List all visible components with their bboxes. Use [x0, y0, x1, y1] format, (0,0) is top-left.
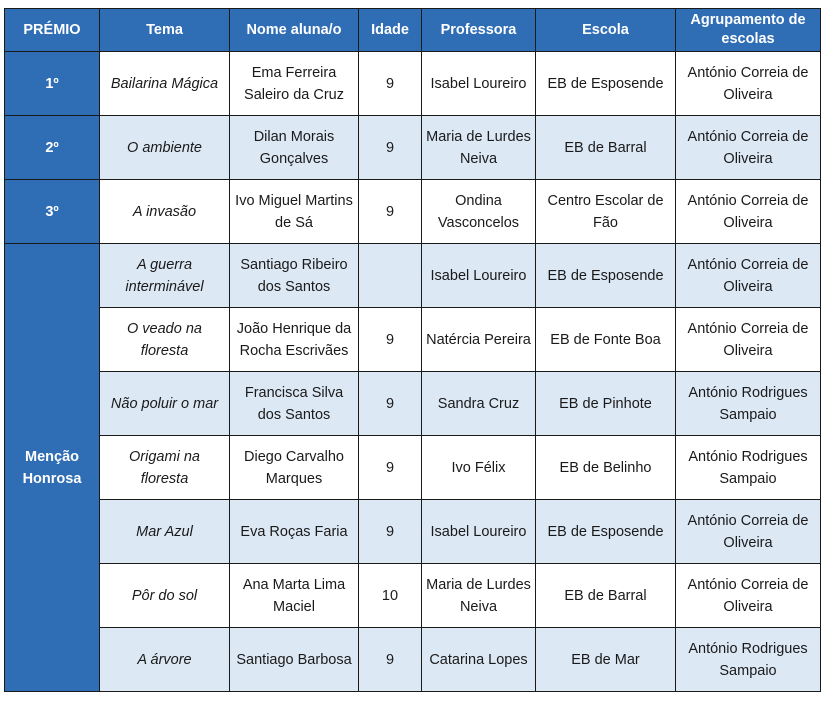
- agrupamento-cell: António Correia de Oliveira: [676, 308, 821, 372]
- professora-cell: Ondina Vasconcelos: [422, 180, 536, 244]
- header-tema: Tema: [100, 9, 230, 52]
- agrupamento-cell: António Correia de Oliveira: [676, 52, 821, 116]
- nome-cell: Diego Carvalho Marques: [230, 436, 359, 500]
- idade-cell: 9: [359, 500, 422, 564]
- agrupamento-cell: António Correia de Oliveira: [676, 244, 821, 308]
- escola-cell: EB de Esposende: [536, 500, 676, 564]
- agrupamento-cell: António Rodrigues Sampaio: [676, 436, 821, 500]
- nome-cell: Santiago Barbosa: [230, 628, 359, 692]
- escola-cell: EB de Mar: [536, 628, 676, 692]
- agrupamento-cell: António Correia de Oliveira: [676, 180, 821, 244]
- header-agrupamento: Agrupamento de escolas: [676, 9, 821, 52]
- professora-cell: Isabel Loureiro: [422, 500, 536, 564]
- nome-cell: Francisca Silva dos Santos: [230, 372, 359, 436]
- table-row: [5, 500, 821, 564]
- table-row: [5, 244, 821, 308]
- nome-cell: Dilan Morais Gonçalves: [230, 116, 359, 180]
- professora-cell: Natércia Pereira: [422, 308, 536, 372]
- escola-cell: EB de Esposende: [536, 52, 676, 116]
- header-nome: Nome aluna/o: [230, 9, 359, 52]
- nome-cell: Ana Marta Lima Maciel: [230, 564, 359, 628]
- escola-cell: EB de Esposende: [536, 244, 676, 308]
- premio-cell: 1º: [5, 52, 100, 116]
- table-row: [5, 628, 821, 692]
- header-row: [5, 9, 821, 52]
- idade-cell: 9: [359, 372, 422, 436]
- nome-cell: João Henrique da Rocha Escrivães: [230, 308, 359, 372]
- idade-cell: 9: [359, 308, 422, 372]
- escola-cell: EB de Barral: [536, 116, 676, 180]
- idade-cell: [359, 244, 422, 308]
- nome-cell: Eva Roças Faria: [230, 500, 359, 564]
- tema-cell: Origami na floresta: [100, 436, 230, 500]
- escola-cell: EB de Fonte Boa: [536, 308, 676, 372]
- table-row: [5, 436, 821, 500]
- header-professora: Professora: [422, 9, 536, 52]
- tema-cell: Pôr do sol: [100, 564, 230, 628]
- idade-cell: 9: [359, 116, 422, 180]
- tema-cell: O ambiente: [100, 116, 230, 180]
- escola-cell: EB de Belinho: [536, 436, 676, 500]
- table-row: [5, 116, 821, 180]
- agrupamento-cell: António Correia de Oliveira: [676, 500, 821, 564]
- idade-cell: 9: [359, 180, 422, 244]
- professora-cell: Catarina Lopes: [422, 628, 536, 692]
- agrupamento-cell: António Rodrigues Sampaio: [676, 628, 821, 692]
- idade-cell: 9: [359, 628, 422, 692]
- tema-cell: Não poluir o mar: [100, 372, 230, 436]
- escola-cell: EB de Pinhote: [536, 372, 676, 436]
- professora-cell: Isabel Loureiro: [422, 244, 536, 308]
- table-row: [5, 308, 821, 372]
- idade-cell: 9: [359, 52, 422, 116]
- professora-cell: Ivo Félix: [422, 436, 536, 500]
- escola-cell: Centro Escolar de Fão: [536, 180, 676, 244]
- header-idade: Idade: [359, 9, 422, 52]
- nome-cell: Ivo Miguel Martins de Sá: [230, 180, 359, 244]
- agrupamento-cell: António Rodrigues Sampaio: [676, 372, 821, 436]
- nome-cell: Ema Ferreira Saleiro da Cruz: [230, 52, 359, 116]
- professora-cell: Isabel Loureiro: [422, 52, 536, 116]
- table-row: [5, 180, 821, 244]
- tema-cell: Bailarina Mágica: [100, 52, 230, 116]
- tema-cell: O veado na floresta: [100, 308, 230, 372]
- table-row: [5, 52, 821, 116]
- nome-cell: Santiago Ribeiro dos Santos: [230, 244, 359, 308]
- premio-cell-mencao: Menção Honrosa: [5, 244, 100, 692]
- escola-cell: EB de Barral: [536, 564, 676, 628]
- premio-cell: 3º: [5, 180, 100, 244]
- agrupamento-cell: António Correia de Oliveira: [676, 564, 821, 628]
- tema-cell: A árvore: [100, 628, 230, 692]
- professora-cell: Maria de Lurdes Neiva: [422, 564, 536, 628]
- idade-cell: 10: [359, 564, 422, 628]
- agrupamento-cell: António Correia de Oliveira: [676, 116, 821, 180]
- professora-cell: Sandra Cruz: [422, 372, 536, 436]
- table-row: [5, 564, 821, 628]
- tema-cell: A guerra interminável: [100, 244, 230, 308]
- table-row: [5, 372, 821, 436]
- tema-cell: A invasão: [100, 180, 230, 244]
- premio-cell: 2º: [5, 116, 100, 180]
- header-premio: PRÉMIO: [5, 9, 100, 52]
- idade-cell: 9: [359, 436, 422, 500]
- tema-cell: Mar Azul: [100, 500, 230, 564]
- awards-table: [4, 8, 821, 692]
- header-escola: Escola: [536, 9, 676, 52]
- professora-cell: Maria de Lurdes Neiva: [422, 116, 536, 180]
